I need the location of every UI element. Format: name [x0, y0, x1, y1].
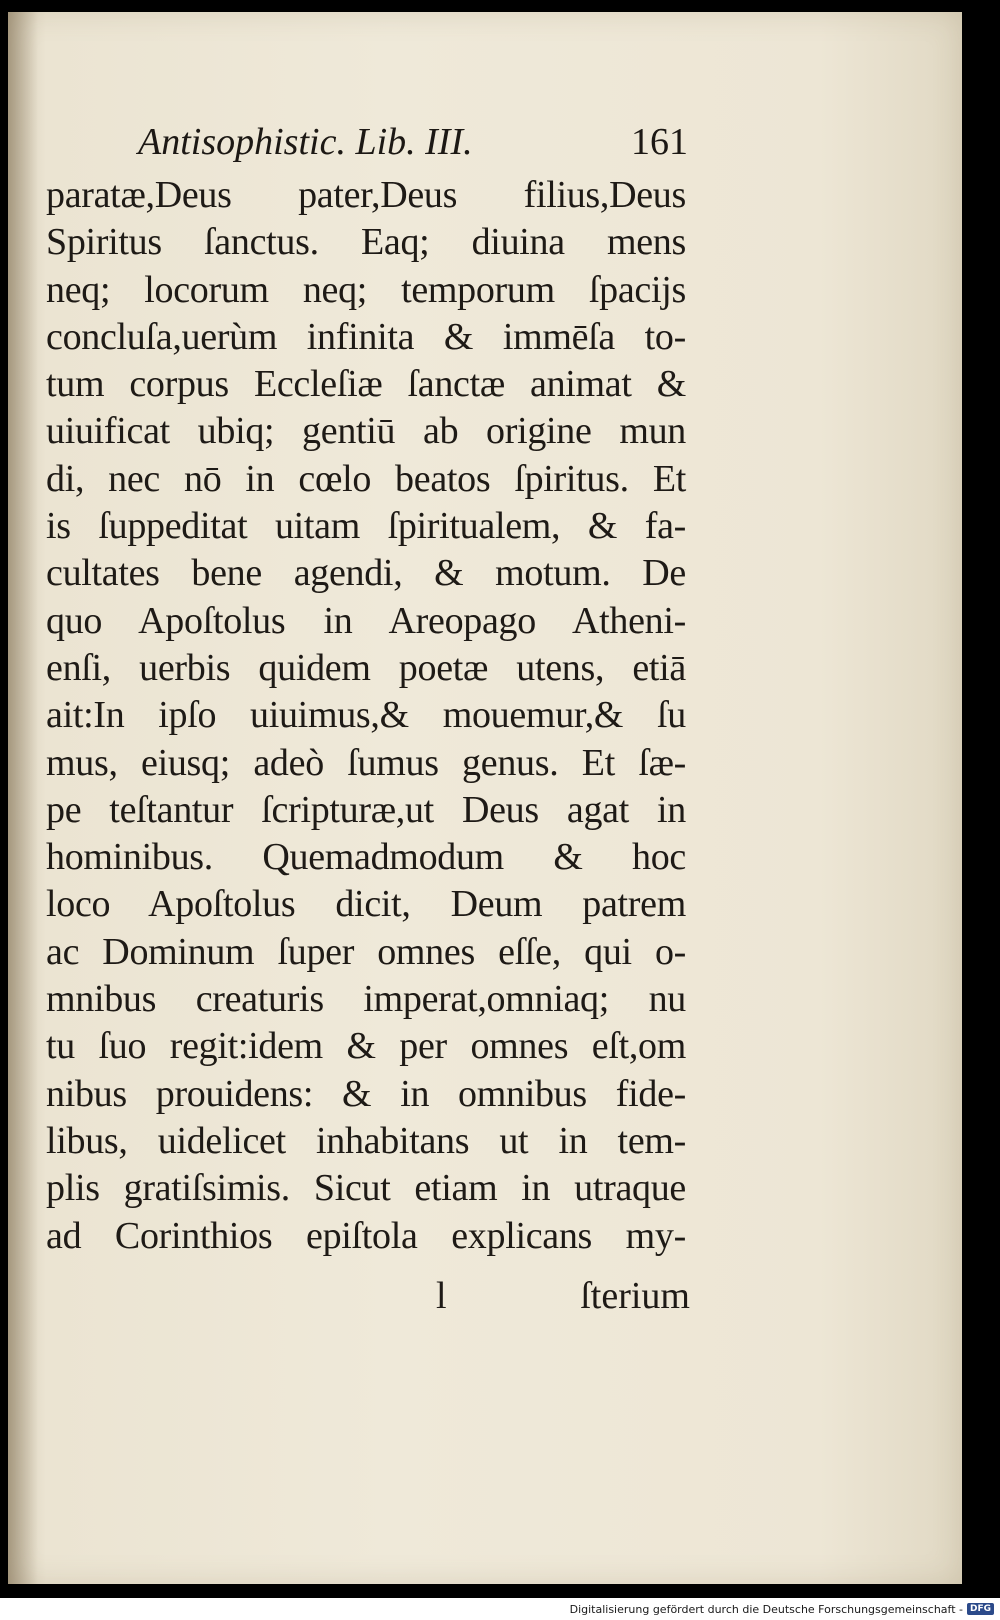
book-page [8, 12, 962, 1584]
page-number: 161 [631, 121, 688, 163]
text-line: nibus prouidens: & in omnibus fide- [46, 1072, 686, 1115]
text-line: tum corpus Eccleſiæ ſanctæ animat & [46, 363, 686, 406]
digitization-credit [570, 1600, 994, 1618]
signature-mark: l [436, 1275, 447, 1317]
credit-text: Digitalisierung gefördert durch die Deutsche Forschungsgemeinschaft - [569, 1602, 963, 1616]
text-line: neq; locorum neq; temporum ſpacijs [46, 268, 686, 311]
dfg-logo: DFG [967, 1603, 994, 1615]
text-line: plis gratiſsimis. Sicut etiam in utraque [46, 1167, 686, 1210]
text-line: hominibus. Quemadmodum & hoc [46, 836, 686, 879]
gutter-shadow [8, 12, 38, 1584]
text-line: is ſuppeditat uitam ſpiritualem, & fa- [46, 505, 686, 548]
text-line: uiuificat ubiq; gentiū ab origine mun [46, 410, 686, 453]
text-line: quo Apoſtolus in Areopago Atheni- [46, 599, 686, 642]
text-line: Spiritus ſanctus. Eaq; diuina mens [46, 221, 686, 264]
text-line: ad Corinthios epiſtola explicans my- [46, 1214, 686, 1257]
text-line: ac Dominum ſuper omnes eſſe, qui o- [46, 930, 686, 973]
text-line: loco Apoſtolus dicit, Deum patrem [46, 883, 686, 926]
page-header [128, 120, 688, 168]
catchword: ſterium [580, 1275, 690, 1317]
text-line: mus, eiusq; adeò ſumus genus. Et ſæ- [46, 741, 686, 784]
text-line: libus, uidelicet inhabitans ut in tem- [46, 1119, 686, 1162]
text-line: enſi, uerbis quidem poetæ utens, etiā [46, 646, 686, 689]
text-line: concluſa,uerùm infinita & immēſa to- [46, 315, 686, 358]
text-line: di, nec nō in cœlo beatos ſpiritus. Et [46, 457, 686, 500]
text-line: mnibus creaturis imperat,omniaq; nu [46, 978, 686, 1021]
text-line: paratæ,Deus pater,Deus filius,Deus [46, 174, 686, 216]
text-line: ait:In ipſo uiuimus,& mouemur,& ſu [46, 694, 686, 737]
text-line: tu ſuo regit:idem & per omnes eſt,om [46, 1025, 686, 1068]
running-head: Antisophistic. Lib. III. [138, 121, 473, 163]
page-footer [46, 1274, 690, 1324]
text-line: cultates bene agendi, & motum. De [46, 552, 686, 595]
body-text [46, 172, 686, 1260]
text-line: pe teſtantur ſcripturæ,ut Deus agat in [46, 788, 686, 831]
